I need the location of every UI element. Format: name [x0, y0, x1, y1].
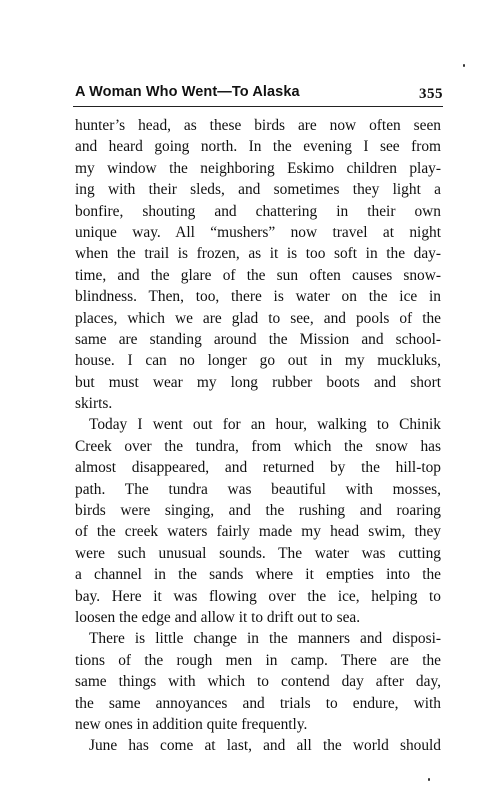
text-line: places, which we are glad to see, and pools of the [75, 309, 441, 327]
text-line: of the creek waters fairly made my head swim, they [75, 523, 441, 541]
text-line: same are standing around the Mission and school- [75, 330, 441, 348]
running-head [75, 84, 443, 106]
text-line: a channel in the sands where it empties into the [75, 566, 441, 584]
paragraph-start: June has come at last, and all the world should [89, 737, 441, 755]
text-line: birds were singing, and the rushing and roaring [75, 502, 441, 520]
text-line: time, and the glare of the sun often causes snow- [75, 266, 441, 284]
text-line: and heard going north. In the evening I see from [75, 138, 441, 156]
text-line: ing with their sleds, and sometimes they light a [75, 181, 441, 199]
text-line: unique way. All “mushers” now travel at night [75, 223, 441, 241]
text-line: bay. Here it was flowing over the ice, helping to [75, 587, 441, 605]
text-line: almost disappeared, and returned by the hill-top [75, 459, 441, 477]
text-line: skirts. [75, 395, 113, 413]
text-line: tions of the rough men in camp. There are the [75, 651, 441, 669]
paragraph-start: There is little change in the manners and disposi- [89, 630, 441, 648]
text-line: new ones in addition quite frequently. [75, 715, 308, 733]
text-line: were such unusual sounds. The water was cutting [75, 544, 441, 562]
text-line: the same annoyances and trials to endure, with [75, 694, 441, 712]
text-line: bonfire, shouting and chattering in their own [75, 202, 441, 220]
text-line: Creek over the tundra, from which the snow has [75, 437, 441, 455]
text-line: house. I can no longer go out in my muckluks, [75, 352, 441, 370]
body-text [75, 115, 441, 757]
scan-speck [428, 778, 430, 781]
text-line: but must wear my long rubber boots and short [75, 373, 441, 391]
paragraph-start: Today I went out for an hour, walking to Chinik [89, 416, 441, 434]
page-number: 355 [419, 86, 443, 102]
text-line: same things with which to contend day after day, [75, 673, 441, 691]
text-line: my window the neighboring Eskimo children play- [75, 159, 441, 177]
text-line: when the trail is frozen, as it is too soft in the day- [75, 245, 441, 263]
text-line: path. The tundra was beautiful with mosses, [75, 480, 441, 498]
scan-speck [463, 64, 465, 67]
header-rule [73, 106, 443, 107]
text-line: hunter’s head, as these birds are now often seen [75, 117, 441, 134]
running-title: A Woman Who Went—To Alaska [75, 84, 300, 100]
text-line: loosen the edge and allow it to drift out to sea. [75, 608, 361, 626]
text-line: blindness. Then, too, there is water on the ice in [75, 288, 441, 306]
